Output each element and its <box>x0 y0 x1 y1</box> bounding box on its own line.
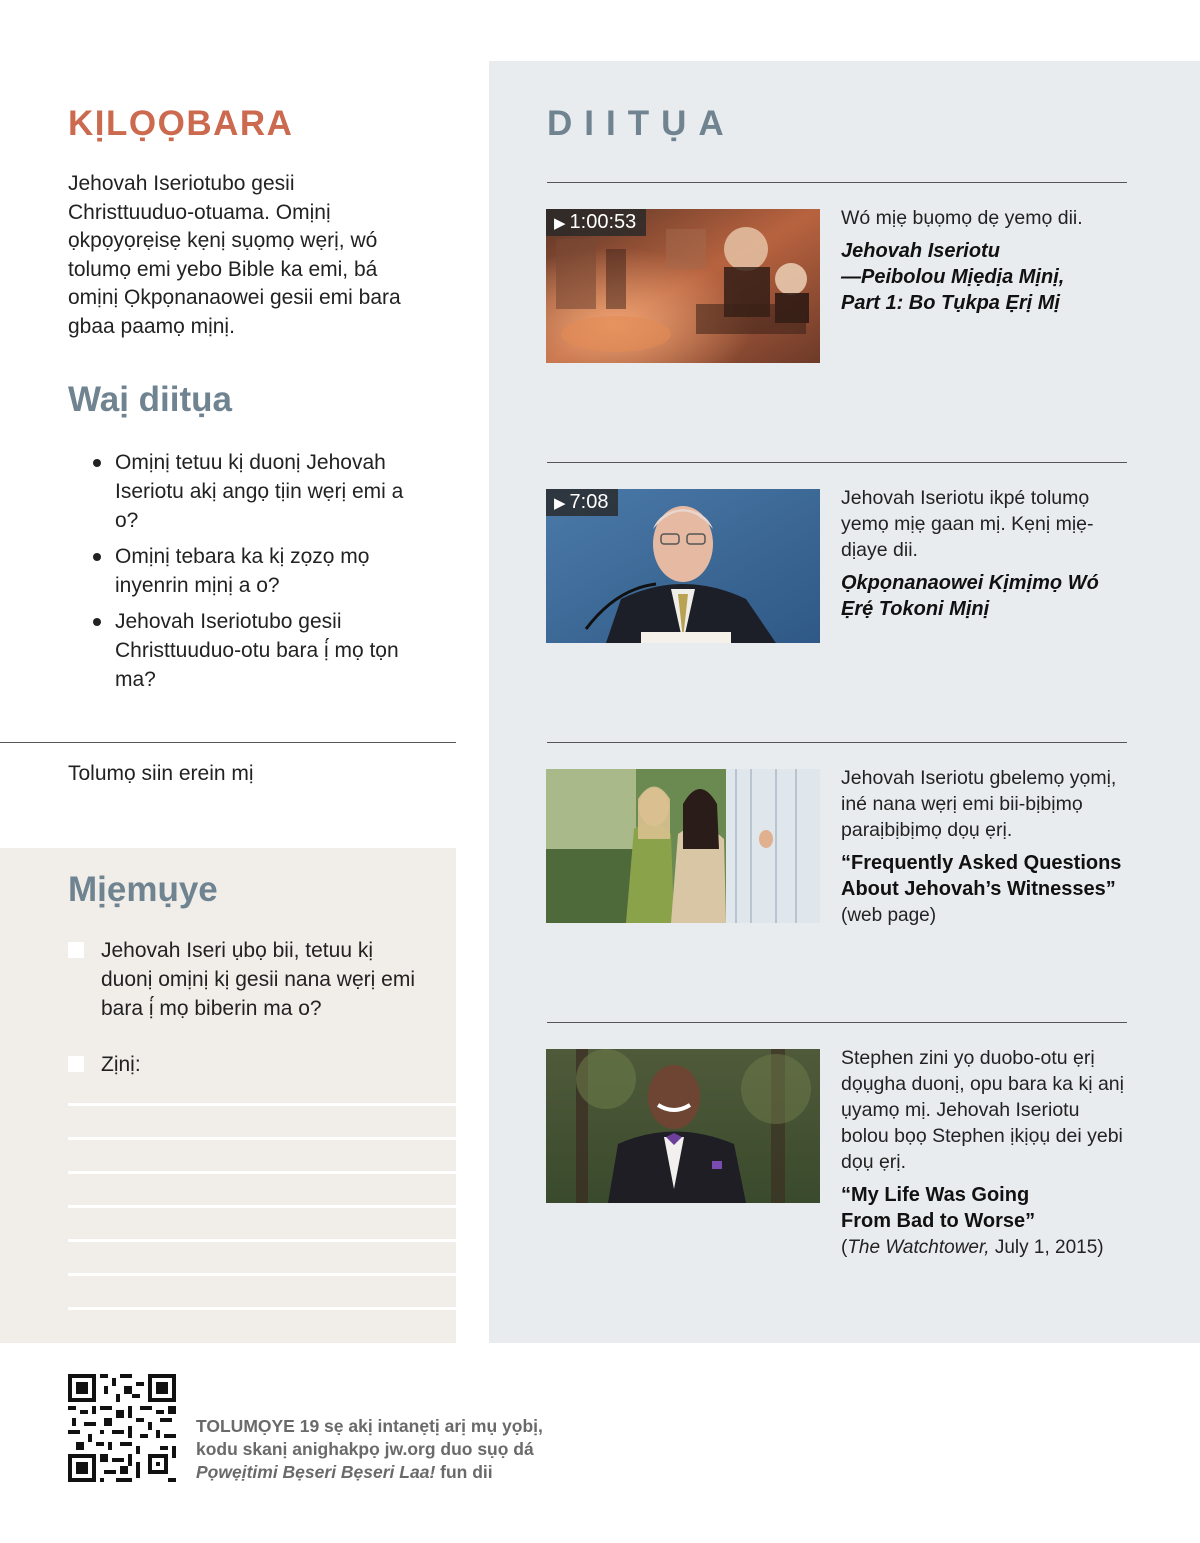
two-women-door-image <box>546 769 820 923</box>
review-question: Jehovah Iseriotubo gesii Christtuuduo-otu bara ị́ mọ tọn ma? <box>90 607 430 694</box>
play-icon: ▶ <box>554 215 566 232</box>
qr-code-icon[interactable] <box>68 1374 176 1482</box>
writing-line[interactable] <box>68 1307 456 1310</box>
summary-text: Jehovah Iseriotubo gesii Christtuuduo-otuama. Omịnị ọkpọyọrẹisẹ kẹnị sụọmọ wẹrị, wó tolumọ emi yebo Bible ka emi, bá omịnị Ọkpọnanaowei gesii emi bara gbaa paamọ mịnị. <box>68 172 401 338</box>
notes-label: Tolumọ siin erein mị <box>68 762 254 785</box>
checkbox-icon[interactable] <box>68 1056 84 1072</box>
resource-source: (web page) <box>841 905 937 926</box>
writing-line[interactable] <box>68 1171 456 1174</box>
bullet-icon <box>93 459 101 467</box>
resource-description: Jehovah Iseriotu ikpé tolumọ yemọ mịẹ gaan mị. Kẹnị mịẹ-dịaye dii. <box>841 487 1094 561</box>
resource-divider <box>547 182 1127 183</box>
resource-description: Stephen zini yọ duobo-otu ẹrị dọụgha duonị, opu bara ka kị anị ụyamọ mị. Jehovah Iseriotu bolou bọọ Stephen ịkịọụ dei yebi dọụ ẹrị. <box>841 1047 1124 1173</box>
writing-line[interactable] <box>68 1239 456 1242</box>
resource-title-link[interactable]: “Frequently Asked Questions About Jehovah’s Witnesses” <box>841 852 1122 900</box>
practice-panel-background <box>0 848 456 1343</box>
resource-title-link[interactable]: Ọkpọnanaowei Kịmịmọ Wó Ẹrẹ́ Tokoni Mịnị <box>841 572 1099 620</box>
video-duration-badge: ▶ 1:00:53 <box>546 209 646 236</box>
video-duration-badge: ▶ 7:08 <box>546 489 618 516</box>
bullet-icon <box>93 553 101 561</box>
resource-description: Jehovah Iseriotu gbelemọ yọmị, iné nana wẹrị emi bii-bịbịmọ paraịbịbịmọ dọụ ẹrị. <box>841 767 1117 841</box>
practice-item-checkbox[interactable] <box>68 936 418 1023</box>
review-question: Omịnị tetuu kị duonị Jehovah Iseriotu akị angọ tịin wẹrị emi a o? <box>90 448 430 535</box>
play-icon: ▶ <box>554 495 566 512</box>
practice-item-checkbox[interactable] <box>68 1050 418 1079</box>
checkbox-icon[interactable] <box>68 942 84 958</box>
article-thumbnail[interactable] <box>546 1049 820 1203</box>
resource-divider <box>547 742 1127 743</box>
video-thumbnail[interactable] <box>546 489 820 643</box>
resource-title-link[interactable]: “My Life Was Going From Bad to Worse” <box>841 1184 1036 1232</box>
resource-title-link[interactable]: Jehovah Iseriotu —Peibolou Mịẹdịa Mịnị, Part 1: Bo Tụkpa Ẹrị Mị <box>841 240 1065 314</box>
practice-item-label: Zịnị: <box>101 1053 141 1076</box>
footer-note: TOLUMỌYE 19 sẹ akị intanẹtị arị mụ yọbị, kodu skanị anighakpọ jw.org duo sụọ dá Pọwẹịtimi Bẹseri Bẹseri Laa! fun dii <box>196 1416 543 1482</box>
notes-divider <box>0 742 456 743</box>
resource-divider <box>547 1022 1127 1023</box>
explore-heading: DIITỤA <box>547 104 736 143</box>
writing-line[interactable] <box>68 1273 456 1276</box>
practice-heading: Mịẹmụye <box>68 870 218 909</box>
smiling-man-image <box>546 1049 820 1203</box>
practice-item-label: Jehovah Iseri ụbọ bii, tetuu kị duonị omịnị kị gesii nana wẹrị emi bara ị́ mọ biberin ma o? <box>101 939 415 1020</box>
resource-description: Wó mịẹ bụọmọ dẹ yemọ dii. <box>841 207 1083 229</box>
review-question: Omịnị tebara ka kị zọzọ mọ inyenrin mịnị a o? <box>90 542 430 600</box>
summary-heading: KỊLỌỌBARA <box>68 104 294 143</box>
resource-divider <box>547 462 1127 463</box>
review-heading: Waị diitụa <box>68 380 232 419</box>
video-thumbnail[interactable] <box>546 209 820 363</box>
writing-line[interactable] <box>68 1205 456 1208</box>
writing-line[interactable] <box>68 1103 456 1106</box>
review-question-list <box>90 448 430 701</box>
bullet-icon <box>93 618 101 626</box>
writing-line[interactable] <box>68 1137 456 1140</box>
article-thumbnail[interactable] <box>546 769 820 923</box>
resource-source: (The Watchtower, July 1, 2015) <box>841 1237 1104 1258</box>
